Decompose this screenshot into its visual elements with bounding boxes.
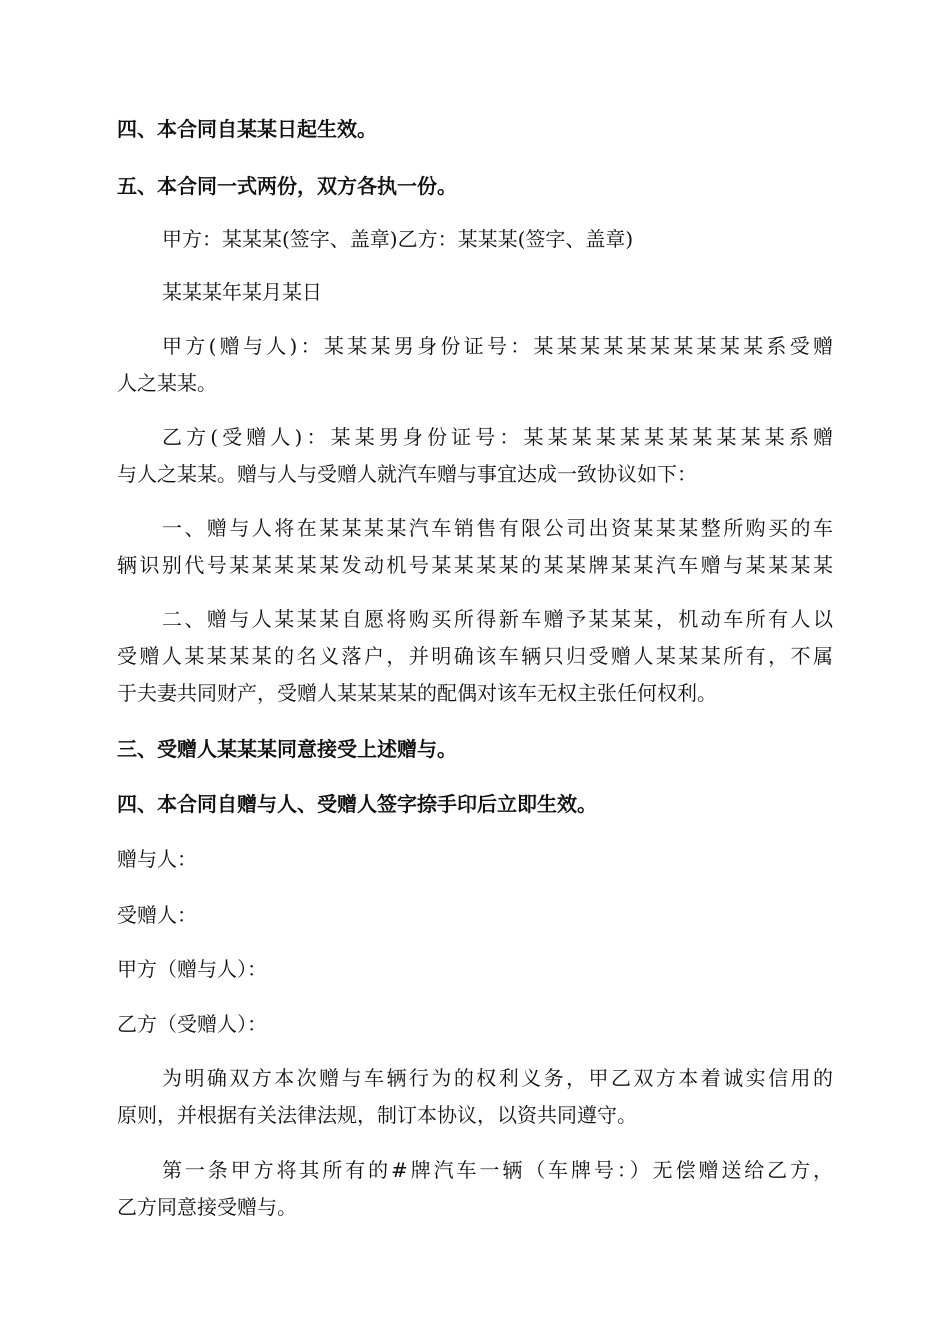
party-a-info: 甲方(赠与人)：某某某男身份证号：某某某某某某某某某某系受赠 bbox=[162, 334, 833, 358]
article-1-cont: 乙方同意接受赠与。 bbox=[117, 1195, 297, 1219]
clause-4-effective-date: 四、本合同自某某日起生效。 bbox=[117, 117, 377, 141]
party-b-info: 乙方(受赠人)：某某男身份证号：某某某某某某某某某某某系赠 bbox=[162, 425, 833, 449]
party-a-label: 甲方（赠与人）： bbox=[117, 957, 267, 981]
donee-label: 受赠人： bbox=[117, 903, 197, 927]
date-line: 某某某年某月某日 bbox=[162, 280, 322, 304]
clause-5-copies: 五、本合同一式两份，双方各执一份。 bbox=[117, 174, 457, 198]
party-b-info-cont: 与人之某某。赠与人与受赠人就汽车赠与事宜达成一致协议如下： bbox=[117, 462, 697, 486]
item-2: 二、赠与人某某某自愿将购买所得新车赠予某某某，机动车所有人以 bbox=[162, 607, 833, 631]
item-1: 一、赠与人将在某某某某汽车销售有限公司出资某某某整所购买的车 bbox=[162, 516, 833, 540]
article-1: 第一条甲方将其所有的#牌汽车一辆（车牌号：）无偿赠送给乙方， bbox=[162, 1158, 833, 1182]
item-3: 三、受赠人某某某同意接受上述赠与。 bbox=[117, 737, 457, 761]
purpose-paragraph: 为明确双方本次赠与车辆行为的权利义务，甲乙双方本着诚实信用的 bbox=[162, 1066, 833, 1090]
party-b-label: 乙方（受赠人）： bbox=[117, 1012, 267, 1036]
donor-label: 赠与人： bbox=[117, 847, 197, 871]
party-a-info-cont: 人之某某。 bbox=[117, 371, 217, 395]
item-2-cont: 受赠人某某某某的名义落户，并明确该车辆只归受赠人某某某所有，不属 bbox=[117, 644, 833, 668]
purpose-paragraph-cont: 原则，并根据有关法律法规，制订本协议，以资共同遵守。 bbox=[117, 1103, 637, 1127]
item-2-cont-2: 于夫妻共同财产，受赠人某某某某的配偶对该车无权主张任何权利。 bbox=[117, 681, 717, 705]
item-1-cont: 辆识别代号某某某某某发动机号某某某某的某某牌某某汽车赠与某某某某 bbox=[117, 553, 833, 577]
clause-4-signature-effect: 四、本合同自赠与人、受赠人签字捺手印后立即生效。 bbox=[117, 792, 597, 816]
signature-line: 甲方：某某某(签字、盖章)乙方：某某某(签字、盖章) bbox=[162, 227, 634, 251]
